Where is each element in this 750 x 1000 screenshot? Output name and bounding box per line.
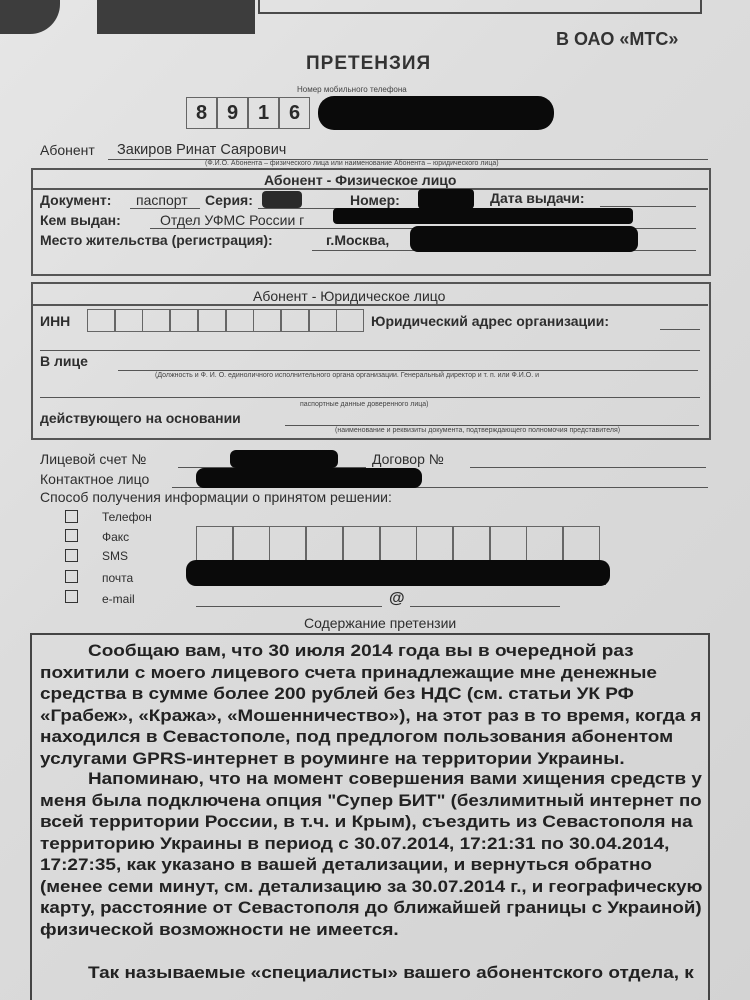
person-underline: [118, 370, 698, 371]
claim-text-line: «Грабеж», «Кража», «Мошенничество»), на этот раз в то время, когда я: [40, 706, 702, 725]
contact-phone-digit-cell[interactable]: [269, 526, 306, 563]
inn-digit-cell[interactable]: [170, 309, 198, 332]
basis-caption: (наименование и реквизиты документа, подтверждающего полномочия представителя): [335, 427, 621, 434]
method-checkbox-post[interactable]: [65, 570, 78, 583]
method-label: Способ получения информации о принятом решении:: [40, 489, 392, 505]
account-label: Лицевой счет №: [40, 451, 147, 467]
person-caption: (Должность и Ф. И. О. единоличного исполнительного органа организации. Генеральный директор и т. п. или Ф.И.О. и: [155, 372, 540, 379]
contact-phone-digit-cell[interactable]: [563, 526, 600, 563]
top-header-frame: [258, 0, 702, 14]
method-label-post: почта: [102, 571, 134, 585]
method-checkbox-fax[interactable]: [65, 529, 78, 542]
redacted-account-number: [230, 450, 338, 468]
phone-digit-3: 1: [258, 102, 270, 124]
redacted-phone-number: [318, 96, 554, 130]
inn-digit-cell[interactable]: [226, 309, 254, 332]
contact-phone-digit-cell[interactable]: [453, 526, 490, 563]
phone-digit-cell-4: [279, 97, 310, 129]
contract-underline: [470, 467, 706, 468]
method-label-fax: Факс: [102, 530, 130, 544]
document-underline: [130, 208, 200, 209]
claim-text-line: меня была подключена опция "Супер БИТ" (безлимитный интернет по: [40, 791, 702, 810]
contact-phone-digit-cell[interactable]: [196, 526, 233, 563]
method-label-phone: Телефон: [102, 510, 152, 524]
contact-phone-digit-cell[interactable]: [490, 526, 527, 563]
inn-digit-cell[interactable]: [309, 309, 337, 332]
claim-text-line: территорию Украины в период с 30.07.2014, 17:21:31 по 30.04.2014,: [40, 834, 670, 853]
claim-text-line: похитили с моего лицевого счета принадлежащие мне денежные: [40, 663, 657, 682]
claim-text-line: средства в сумме более 200 рублей без НДС (см. статьи УК РФ: [40, 685, 634, 703]
phone-digit-cell-3: [248, 97, 279, 129]
claim-section-title: Содержание претензии: [304, 615, 457, 631]
claim-text-line: находился в Севастополе, под предлогом пользования абонентом: [40, 728, 674, 746]
contact-label: Контактное лицо: [40, 471, 150, 487]
document-label: Документ:: [40, 192, 112, 208]
redacted-residence: [410, 226, 638, 252]
redacted-postal-address: [186, 560, 610, 586]
method-label-sms: SMS: [102, 549, 129, 563]
method-checkbox-email[interactable]: [65, 590, 78, 603]
claim-text-line: Напоминаю, что на момент совершения вами хищения средств у: [88, 770, 702, 788]
series-label: Серия:: [205, 192, 253, 208]
inn-digit-cell[interactable]: [281, 309, 309, 332]
email-underline-right: [410, 606, 560, 607]
claim-text-line: (менее семи минут, см. детализацию за 30.07.2014 г., и географическую: [40, 877, 703, 896]
passport-number-label: Номер:: [350, 192, 400, 208]
person-label: В лице: [40, 353, 88, 369]
subscriber-caption: (Ф.И.О. Абонента – физического лица или наименование Абонента – юридического лица): [205, 160, 499, 167]
claim-text-line: 17:27:35, как указано в вашей детализации, и вернуться обратно: [40, 856, 653, 874]
contact-phone-digit-cell[interactable]: [233, 526, 270, 563]
inn-digit-cell[interactable]: [87, 309, 115, 332]
mts-logo-fragment-right: [97, 0, 255, 34]
issue-date-underline: [600, 206, 696, 207]
page-title: ПРЕТЕНЗИЯ: [306, 53, 432, 74]
person-caption-2: паспортные данные доверенного лица): [300, 401, 429, 408]
document-value: паспорт: [136, 192, 188, 208]
residence-label: Место жительства (регистрация):: [40, 232, 273, 248]
claim-text-line: всей территории России, в т.ч. и Крым), съездить из Севастополя на: [40, 813, 693, 831]
legal-title-divider: [33, 304, 708, 306]
recipient-text: В ОАО «МТС»: [556, 29, 679, 49]
subscriber-label: Абонент: [40, 142, 95, 158]
legal-address-label: Юридический адрес организации:: [371, 313, 610, 329]
claim-text-line: карту, расстояние от Севастополя до ближайшей границы с Украиной): [40, 899, 702, 917]
subscriber-name: Закиров Ринат Саярович: [117, 142, 287, 158]
inn-digit-cell[interactable]: [115, 309, 143, 332]
claim-text-line: услугами GPRS-интернет в роуминге на территории Украины.: [40, 749, 625, 768]
redacted-issued-by: [333, 208, 633, 224]
contact-phone-digit-cell[interactable]: [343, 526, 380, 563]
contact-phone-digit-cell[interactable]: [306, 526, 343, 563]
residence-value: г.Москва,: [326, 232, 390, 248]
method-checkbox-phone[interactable]: [65, 510, 78, 523]
phone-number-caption: Номер мобильного телефона: [297, 85, 407, 94]
issued-by-value: Отдел УФМС России г: [160, 212, 305, 228]
legal-title: Абонент - Юридическое лицо: [253, 288, 446, 304]
phone-digit-4: 6: [289, 102, 301, 124]
contact-phone-digit-cell[interactable]: [380, 526, 417, 563]
method-label-email: e-mail: [102, 592, 135, 606]
inn-digit-cell[interactable]: [253, 309, 281, 332]
individual-title: Абонент - Физическое лицо: [264, 172, 457, 188]
series-underline: [258, 208, 338, 209]
method-checkbox-sms[interactable]: [65, 549, 78, 562]
email-underline-left: [196, 606, 382, 607]
individual-title-divider: [33, 188, 708, 190]
issue-date-label: Дата выдачи:: [490, 190, 585, 206]
claim-text-line: Сообщаю вам, что 30 июля 2014 года вы в очередной раз: [88, 642, 634, 660]
redacted-series: [262, 191, 302, 208]
legal-address-underline-2: [40, 350, 700, 351]
claim-text-line: физической возможности не имеется.: [40, 920, 399, 939]
phone-digit-1: 8: [196, 102, 208, 124]
mts-logo-fragment-left: [0, 0, 60, 34]
basis-label: действующего на основании: [40, 410, 241, 426]
phone-digit-2: 9: [227, 102, 239, 124]
issued-by-label: Кем выдан:: [40, 212, 121, 228]
contact-phone-digit-cell[interactable]: [526, 526, 563, 563]
inn-digit-cell[interactable]: [198, 309, 226, 332]
claim-text-line: Так называемые «специалисты» вашего абонентского отдела, к: [88, 964, 694, 982]
legal-address-underline: [660, 329, 700, 330]
inn-label: ИНН: [40, 313, 71, 329]
phone-digit-cell-2: [217, 97, 248, 129]
phone-digit-cell-1: [186, 97, 217, 129]
person-underline-2: [40, 397, 700, 398]
inn-digit-cell[interactable]: [336, 309, 364, 332]
contact-phone-digit-cell[interactable]: [416, 526, 453, 563]
contract-label: Договор №: [372, 451, 444, 467]
basis-underline: [285, 425, 699, 426]
redacted-contact-person: [196, 468, 422, 488]
email-at-sign: @: [389, 590, 405, 607]
inn-digit-cell[interactable]: [142, 309, 170, 332]
redacted-passport-number: [418, 189, 474, 209]
